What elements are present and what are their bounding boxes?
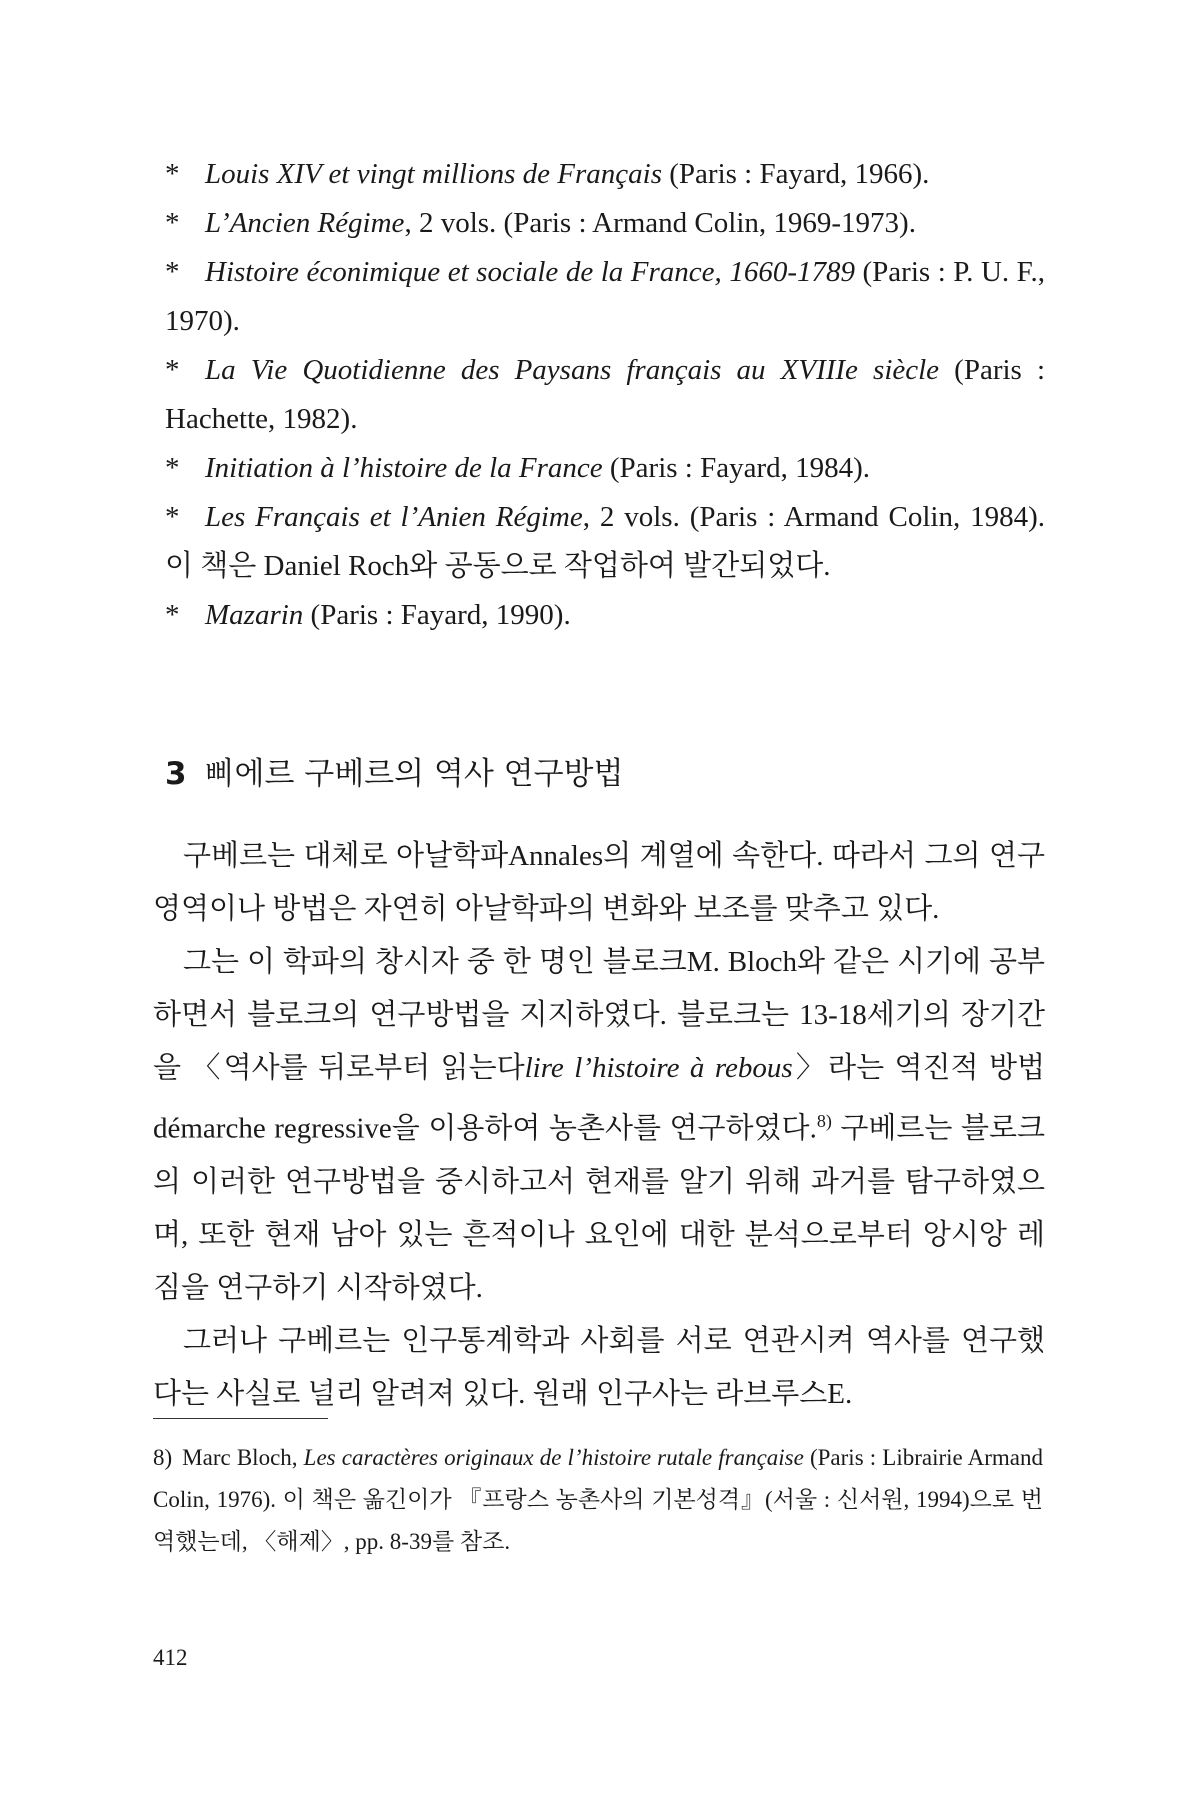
paragraph-text: 구베르는 블로크의 이러한 연구방법을 중시하고서 현재를 알기 위해 과거를 탐구하였으며, 또한 현재 남아 있는 흔적이나 요인에 대한 분석으로부터 앙시앙 레짐을 연구하기 시작하였다. (153, 1112, 1045, 1304)
section-title: 삐에르 구베르의 역사 연구방법 (204, 756, 624, 792)
work-details: (Paris : Hachette, 1982). (165, 354, 1046, 435)
work-details: (Paris : P. U. F., 1970). (165, 256, 1045, 337)
asterisk-marker: * (165, 256, 180, 288)
asterisk-marker: * (165, 599, 180, 631)
work-title: Histoire éconimique et sociale de la France, 1660-1789 (205, 256, 855, 288)
asterisk-marker: * (165, 354, 180, 386)
paragraph: 구베르는 대체로 아날학파Annales의 계열에 속한다. 따라서 그의 연구영역이나 방법은 자연히 아날학파의 변화와 보조를 맞추고 있다. (153, 840, 1045, 925)
paragraph-text: 그는 이 학파의 창시자 중 한 명인 블로크M. Bloch와 같은 시기에 공부하면서 블로크의 연구방법을 지지하였다. 블로크는 13-18세기의 장기간을 〈역사를 뒤로부터 읽는다 (153, 946, 1045, 1084)
bibliography-entry (165, 444, 1045, 493)
section-heading (165, 748, 623, 793)
bibliography-entry (165, 248, 1045, 346)
bibliography-entry (165, 199, 1045, 248)
work-title: Mazarin (205, 599, 304, 631)
work-details: (Paris : Fayard, 1984). (602, 452, 871, 484)
footnote-divider (153, 1418, 328, 1419)
work-title: La Vie Quotidienne des Paysans français au XVIIIe siècle (205, 354, 940, 386)
bibliography-entry (165, 150, 1045, 199)
work-title: Initiation à l’histoire de la France (205, 452, 603, 484)
footnote-text: Marc Bloch, (182, 1445, 304, 1470)
work-details: (Paris : Fayard, 1966). (662, 158, 930, 190)
footnote-reference[interactable]: 8) (816, 1111, 832, 1131)
work-title: Les Français et l’Anien Régime (205, 501, 583, 533)
footnote-title: Les caractères originaux de l’histoire rutale française (303, 1445, 804, 1470)
work-title: Louis XIV et vingt millions de Français (205, 158, 662, 190)
footnote (153, 1437, 1043, 1563)
paragraph: 그러나 구베르는 인구통계학과 사회를 서로 연관시켜 역사를 연구했다는 사실로 널리 알려져 있다. 원래 인구사는 라브루스E. (153, 1324, 1045, 1410)
work-details: , 2 vols. (Paris : Armand Colin, 1969-1973). (404, 207, 916, 239)
page-number: 412 (153, 1645, 188, 1670)
asterisk-marker: * (165, 207, 180, 239)
bibliography-entry (165, 591, 1045, 640)
footnote-number: 8) (153, 1445, 173, 1470)
work-details: , 2 vols. (Paris : Armand Colin, 1984). 이 책은 Daniel Roch와 공동으로 작업하여 발간되었다. (165, 501, 1045, 582)
bibliography-entry (165, 493, 1045, 591)
asterisk-marker: * (165, 452, 180, 484)
section-number: 3 (165, 756, 187, 792)
footnote-text: (Paris : Librairie Armand Colin, 1976). 이 책은 옮긴이가 『프랑스 농촌사의 기본성격』(서울 : 신서원, 1994)으로 번역했는데, 〈해제〉, pp. 8-39를 참조. (153, 1445, 1043, 1554)
body-text (153, 830, 1045, 1421)
asterisk-marker: * (165, 158, 180, 190)
work-details: (Paris : Fayard, 1990). (303, 599, 571, 631)
bibliography-list (165, 150, 1045, 640)
work-title: L’Ancien Régime (205, 207, 405, 239)
asterisk-marker: * (165, 501, 180, 533)
paragraph-text: 〉라는 역진적 방법démarche regressive을 이용하여 농촌사를 연구하였다. (153, 1052, 1045, 1145)
latin-phrase: lire l’histoire à rebous (524, 1052, 793, 1084)
bibliography-entry (165, 346, 1045, 444)
paragraph (153, 936, 1045, 1315)
